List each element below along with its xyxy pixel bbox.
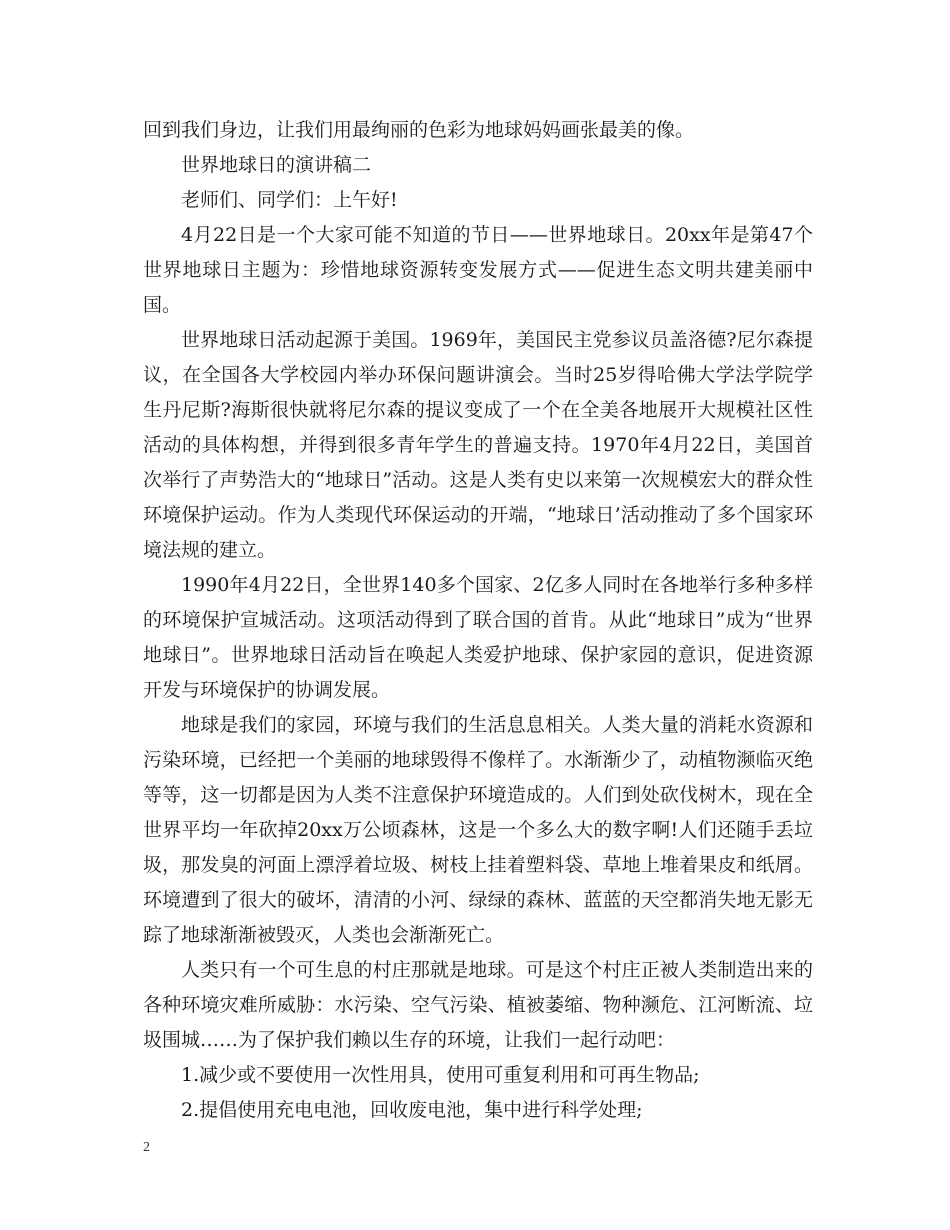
paragraph-world-earth-day: 1990年4月22日，全世界140多个国家、2亿多人同时在各地举行多种多样的环境保护宣城活动。这项活动得到了联合国的首肯。从此“地球日”成为“世界地球日”。世界地球日活动旨在唤起人类爱护地球、保护家园的意识，促进资源开发与环境保护的协调发展。 <box>143 574 813 701</box>
paragraph-earth-day-origin: 世界地球日活动起源于美国。1969年，美国民主党参议员盖洛德?尼尔森提议，在全国各大学校园内举办环保问题讲演会。当时25岁得哈佛大学法学院学生丹尼斯?海斯很快就将尼尔森的提议变成了一个在全美各地展开大规模社区性活动的具体构想，并得到很多青年学生的普遍支持。1970年4月22日，美国首次举行了声势浩大的“地球日”活动。这是人类有史以来第一次规模宏大的群众性环境保护运动。作为人类现代环保运动的开端，“地球日’活动推动了多个国家环境法规的建立。 <box>143 329 813 561</box>
speech-title: 世界地球日的演讲稿二 <box>181 154 372 176</box>
page-number: 2 <box>143 1140 150 1155</box>
paragraph-earth-home: 地球是我们的家园，环境与我们的生活息息相关。人类大量的消耗水资源和污染环境，已经把一个美丽的地球毁得不像样了。水渐渐少了，动植物濒临灭绝等等，这一切都是因为人类不注意保护环境造成的。人们到处砍伐树木，现在全世界平均一年砍掉20xx万公顷森林，这是一个多么大的数字啊!人们还随手丢垃圾，那发臭的河面上漂浮着垃圾、树枝上挂着塑料袋、草地上堆着果皮和纸屑。环境遭到了很大的破坏，清清的小河、绿绿的森林、蓝蓝的天空都消失地无影无踪了地球渐渐被毁灭，人类也会渐渐死亡。 <box>143 714 813 946</box>
list-item-1: 1.减少或不要使用一次性用具，使用可重复利用和可再生物品; <box>181 1064 700 1086</box>
list-item-2: 2.提倡使用充电电池，回收废电池，集中进行科学处理; <box>181 1099 643 1121</box>
paragraph-village-earth: 人类只有一个可生息的村庄那就是地球。可是这个村庄正被人类制造出来的各种环境灾难所威胁：水污染、空气污染、植被萎缩、物种濒危、江河断流、垃圾围城……为了保护我们赖以生存的环境，让我们一起行动吧： <box>143 959 813 1051</box>
paragraph-earth-day-theme: 4月22日是一个大家可能不知道的节日——世界地球日。20xx年是第47个世界地球日主题为：珍惜地球资源转变发展方式——促进生态文明共建美丽中国。 <box>143 224 813 316</box>
speech-greeting: 老师们、同学们：上午好! <box>181 189 398 211</box>
document-body <box>143 113 813 1128</box>
paragraph-continuation: 回到我们身边，让我们用最绚丽的色彩为地球妈妈画张最美的像。 <box>143 119 695 141</box>
